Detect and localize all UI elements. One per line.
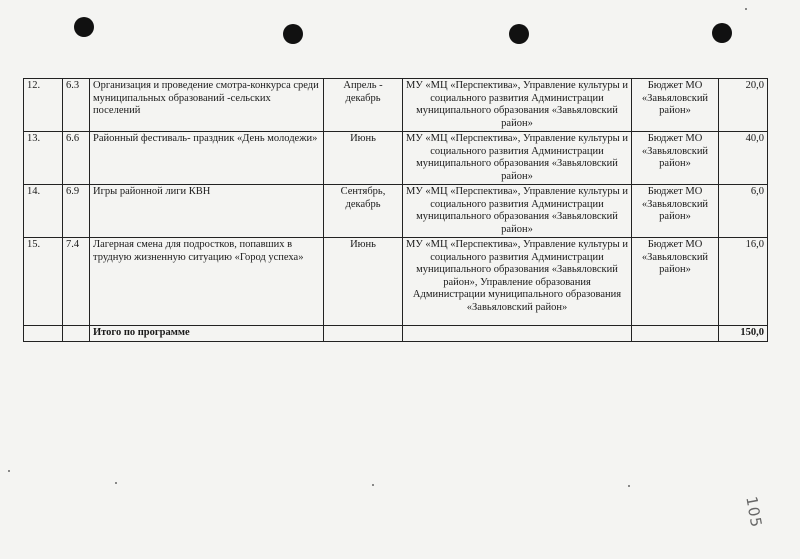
row-code: 7.4 <box>63 238 90 326</box>
event-executor: МУ «МЦ «Перспектива», Управление культуры и социального развития Администрации муниципального образования «Завьяловский район» <box>403 185 632 238</box>
scan-speck <box>745 8 747 10</box>
funding-amount: 20,0 <box>719 79 768 132</box>
table-row <box>24 185 768 238</box>
total-row <box>24 326 768 342</box>
total-empty-cell <box>324 326 403 342</box>
funding-source: Бюджет МО «Завьяловский район» <box>632 238 719 326</box>
funding-source: Бюджет МО «Завьяловский район» <box>632 79 719 132</box>
total-label: Итого по программе <box>90 326 324 342</box>
handwritten-page-number: 105 <box>742 495 766 530</box>
scan-speck <box>8 470 10 472</box>
funding-amount: 40,0 <box>719 132 768 185</box>
row-number: 13. <box>24 132 63 185</box>
funding-amount: 6,0 <box>719 185 768 238</box>
row-code: 6.3 <box>63 79 90 132</box>
event-period: Июнь <box>324 132 403 185</box>
punch-hole-4 <box>712 23 732 43</box>
event-period: Июнь <box>324 238 403 326</box>
total-empty-cell <box>63 326 90 342</box>
funding-amount: 16,0 <box>719 238 768 326</box>
punch-hole-2 <box>283 24 303 44</box>
scan-speck <box>372 484 374 486</box>
row-number: 15. <box>24 238 63 326</box>
row-number: 12. <box>24 79 63 132</box>
event-executor: МУ «МЦ «Перспектива», Управление культуры и социального развития Администрации муниципального образования «Завьяловский район», Управление образования Администрации муниципального образования «Завьяловский район» <box>403 238 632 326</box>
event-name: Игры районной лиги КВН <box>90 185 324 238</box>
row-number: 14. <box>24 185 63 238</box>
table-row <box>24 79 768 132</box>
punch-hole-3 <box>509 24 529 44</box>
scan-speck <box>115 482 117 484</box>
total-empty-cell <box>403 326 632 342</box>
table-row <box>24 238 768 326</box>
event-period: Апрель - декабрь <box>324 79 403 132</box>
row-code: 6.9 <box>63 185 90 238</box>
row-code: 6.6 <box>63 132 90 185</box>
punch-hole-1 <box>74 17 94 37</box>
event-executor: МУ «МЦ «Перспектива», Управление культуры и социального развития Администрации муниципального образования «Завьяловский район» <box>403 132 632 185</box>
event-period: Сентябрь, декабрь <box>324 185 403 238</box>
event-name: Организация и проведение смотра-конкурса среди муниципальных образований -сельских поселений <box>90 79 324 132</box>
total-empty-cell <box>24 326 63 342</box>
funding-source: Бюджет МО «Завьяловский район» <box>632 185 719 238</box>
total-amount: 150,0 <box>719 326 768 342</box>
funding-source: Бюджет МО «Завьяловский район» <box>632 132 719 185</box>
event-name: Лагерная смена для подростков, попавших в трудную жизненную ситуацию «Город успеха» <box>90 238 324 326</box>
event-name: Районный фестиваль- праздник «День молодежи» <box>90 132 324 185</box>
table-row <box>24 132 768 185</box>
event-executor: МУ «МЦ «Перспектива», Управление культуры и социального развития Администрации муниципального образования «Завьяловский район» <box>403 79 632 132</box>
program-events-table <box>23 78 768 342</box>
scan-speck <box>628 485 630 487</box>
total-empty-cell <box>632 326 719 342</box>
